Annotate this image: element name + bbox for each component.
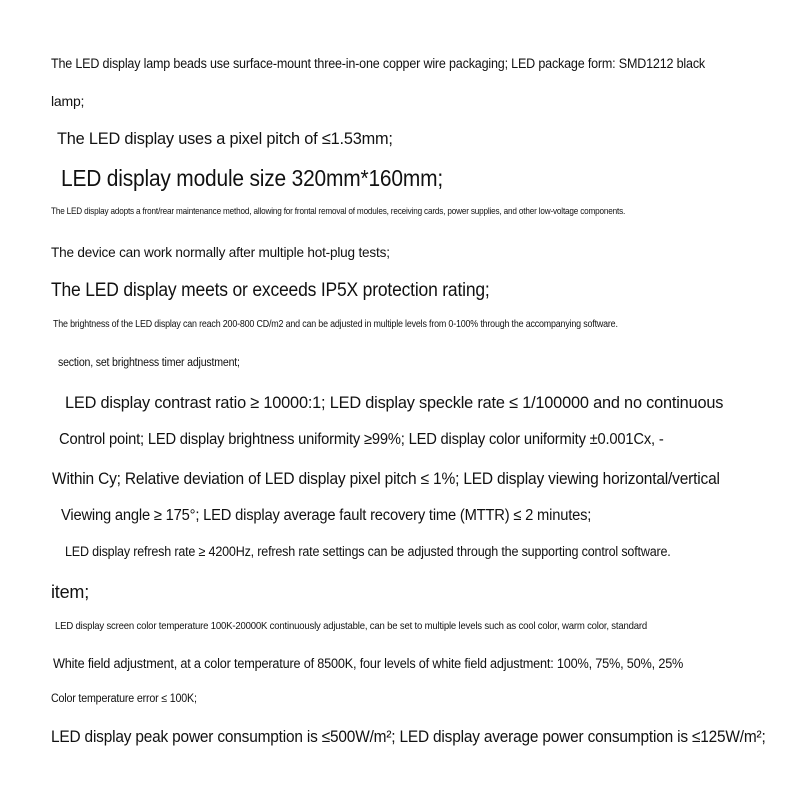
spec-line-lamp-beads: The LED display lamp beads use surface-mount three-in-one copper wire packaging; LED package form: SMD1212 black (51, 56, 706, 71)
spec-line-pixel-pitch: The LED display uses a pixel pitch of ≤1.53mm; (57, 129, 393, 148)
spec-line-viewing-angle: Viewing angle ≥ 175°; LED display average fault recovery time (MTTR) ≤ 2 minutes; (61, 507, 592, 524)
spec-line-brightness: The brightness of the LED display can reach 200-800 CD/m2 and can be adjusted in multiple levels from 0-100% through the accompanying software. (53, 319, 618, 330)
spec-line-protection-rating: The LED display meets or exceeds IP5X protection rating; (51, 280, 490, 301)
spec-line-color-temperature: LED display screen color temperature 100K-20000K continuously adjustable, can be set to multiple levels such as cool color, warm color, standard (55, 620, 648, 632)
spec-line-hot-plug: The device can work normally after multiple hot-plug tests; (51, 244, 390, 260)
spec-line-item: item; (51, 582, 90, 602)
spec-line-brightness-timer: section, set brightness timer adjustment; (58, 357, 240, 369)
spec-line-contrast: LED display contrast ratio ≥ 10000:1; LED display speckle rate ≤ 1/100000 and no continuous (65, 393, 724, 412)
spec-line-lamp-continued: lamp; (51, 93, 85, 109)
spec-line-temperature-error: Color temperature error ≤ 100K; (51, 693, 197, 705)
spec-line-uniformity: Control point; LED display brightness uniformity ≥99%; LED display color uniformity ±0.001Cx, - (59, 431, 664, 448)
spec-line-module-size: LED display module size 320mm*160mm; (61, 165, 443, 191)
spec-line-refresh-rate: LED display refresh rate ≥ 4200Hz, refresh rate settings can be adjusted through the supporting control software. (65, 544, 671, 559)
spec-line-power-consumption: LED display peak power consumption is ≤500W/m²; LED display average power consumption is ≤125W/m²; (51, 728, 766, 746)
spec-line-white-field: White field adjustment, at a color temperature of 8500K, four levels of white field adjustment: 100%, 75%, 50%, 25% (53, 656, 684, 671)
spec-line-maintenance: The LED display adopts a front/rear maintenance method, allowing for frontal removal of modules, receiving cards, power supplies, and other low-voltage components. (51, 206, 626, 217)
spec-line-pitch-deviation: Within Cy; Relative deviation of LED display pixel pitch ≤ 1%; LED display viewing horizontal/vertical (52, 470, 720, 488)
